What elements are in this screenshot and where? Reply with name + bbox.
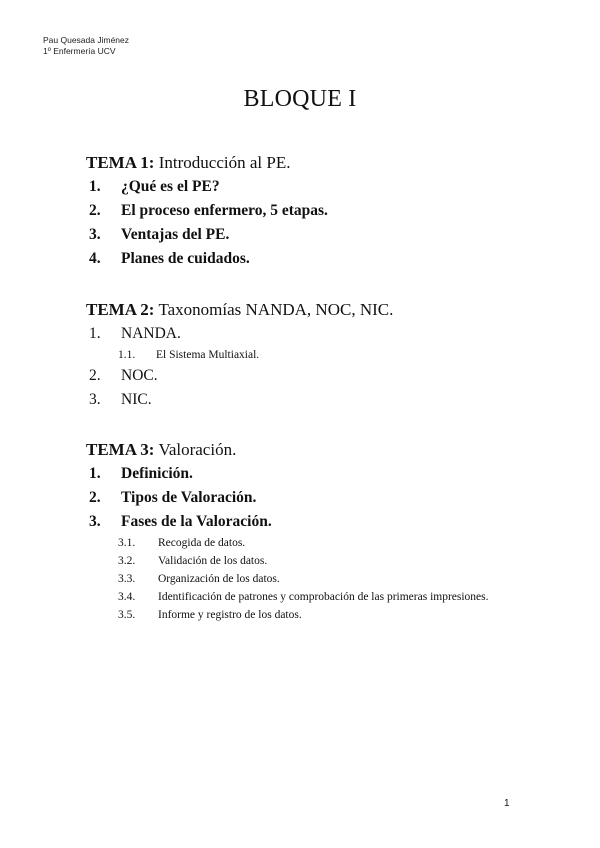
sub-list-item [86, 570, 526, 588]
list-item-text: Planes de cuidados. [121, 250, 250, 267]
tema-1-section [86, 151, 526, 271]
sub-list-item [86, 534, 526, 552]
header-author: Pau Quesada Jiménez [43, 35, 129, 45]
list-item [86, 486, 526, 510]
tema-3-section [86, 438, 526, 624]
tema-2-section [86, 298, 526, 412]
page-number: 1 [504, 798, 510, 809]
sub-list-item-text: Identificación de patrones y comprobación de las primeras impresiones. [158, 591, 489, 603]
list-item-number: 2. [89, 202, 101, 219]
list-item-number: 3. [89, 391, 101, 408]
tema-2-heading [86, 298, 526, 322]
sub-list-item-text: Validación de los datos. [158, 555, 268, 567]
list-item-number: 3. [89, 513, 101, 530]
list-item-text: Ventajas del PE. [121, 226, 230, 243]
list-item-number: 1. [89, 325, 101, 342]
list-item-number: 1. [89, 178, 101, 195]
sub-list-item-number: 3.5. [118, 609, 136, 621]
list-item-number: 1. [89, 465, 101, 482]
list-item-text: NOC. [121, 367, 158, 384]
sub-list-item-text: Organización de los datos. [158, 573, 280, 585]
tema-1-heading [86, 151, 526, 175]
list-item-number: 3. [89, 226, 101, 243]
list-item [86, 364, 526, 388]
block-title: BLOQUE I [243, 86, 357, 112]
list-item-text: Tipos de Valoración. [121, 489, 257, 506]
tema-2-label: TEMA 2: [86, 300, 155, 319]
sub-list-item-number: 3.4. [118, 591, 136, 603]
tema-3-title: Valoración. [158, 440, 237, 459]
list-item [86, 510, 526, 534]
list-item-number: 2. [89, 489, 101, 506]
list-item [86, 223, 526, 247]
sub-list-item-number: 3.3. [118, 573, 136, 585]
list-item [86, 247, 526, 271]
list-item [86, 175, 526, 199]
list-item-text: NIC. [121, 391, 152, 408]
list-item-text: Definición. [121, 465, 193, 482]
sub-list-item-number: 3.1. [118, 537, 136, 549]
list-item-text: El proceso enfermero, 5 etapas. [121, 202, 328, 219]
list-item [86, 322, 526, 346]
list-item-text: Fases de la Valoración. [121, 513, 272, 530]
list-item [86, 199, 526, 223]
list-item [86, 462, 526, 486]
sub-list-item [86, 346, 526, 364]
sub-list-item-text: Informe y registro de los datos. [158, 609, 302, 621]
tema-1-label: TEMA 1: [86, 153, 155, 172]
tema-1-title: Introducción al PE. [158, 153, 291, 172]
sub-list-item [86, 552, 526, 570]
sub-list-item-number: 1.1. [118, 349, 136, 361]
tema-2-title: Taxonomías NANDA, NOC, NIC. [158, 300, 394, 319]
sub-list-item [86, 588, 526, 606]
list-item-text: ¿Qué es el PE? [121, 178, 220, 195]
header-course: 1º Enfermería UCV [43, 46, 116, 56]
list-item-text: NANDA. [121, 325, 181, 342]
list-item [86, 388, 526, 412]
sub-list-item-number: 3.2. [118, 555, 136, 567]
list-item-number: 2. [89, 367, 101, 384]
tema-3-heading [86, 438, 526, 462]
page-header [43, 35, 129, 57]
tema-3-label: TEMA 3: [86, 440, 155, 459]
list-item-number: 4. [89, 250, 101, 267]
sub-list-item-text: Recogida de datos. [158, 537, 246, 549]
sub-list-item [86, 606, 526, 624]
sub-list-item-text: El Sistema Multiaxial. [156, 349, 260, 361]
